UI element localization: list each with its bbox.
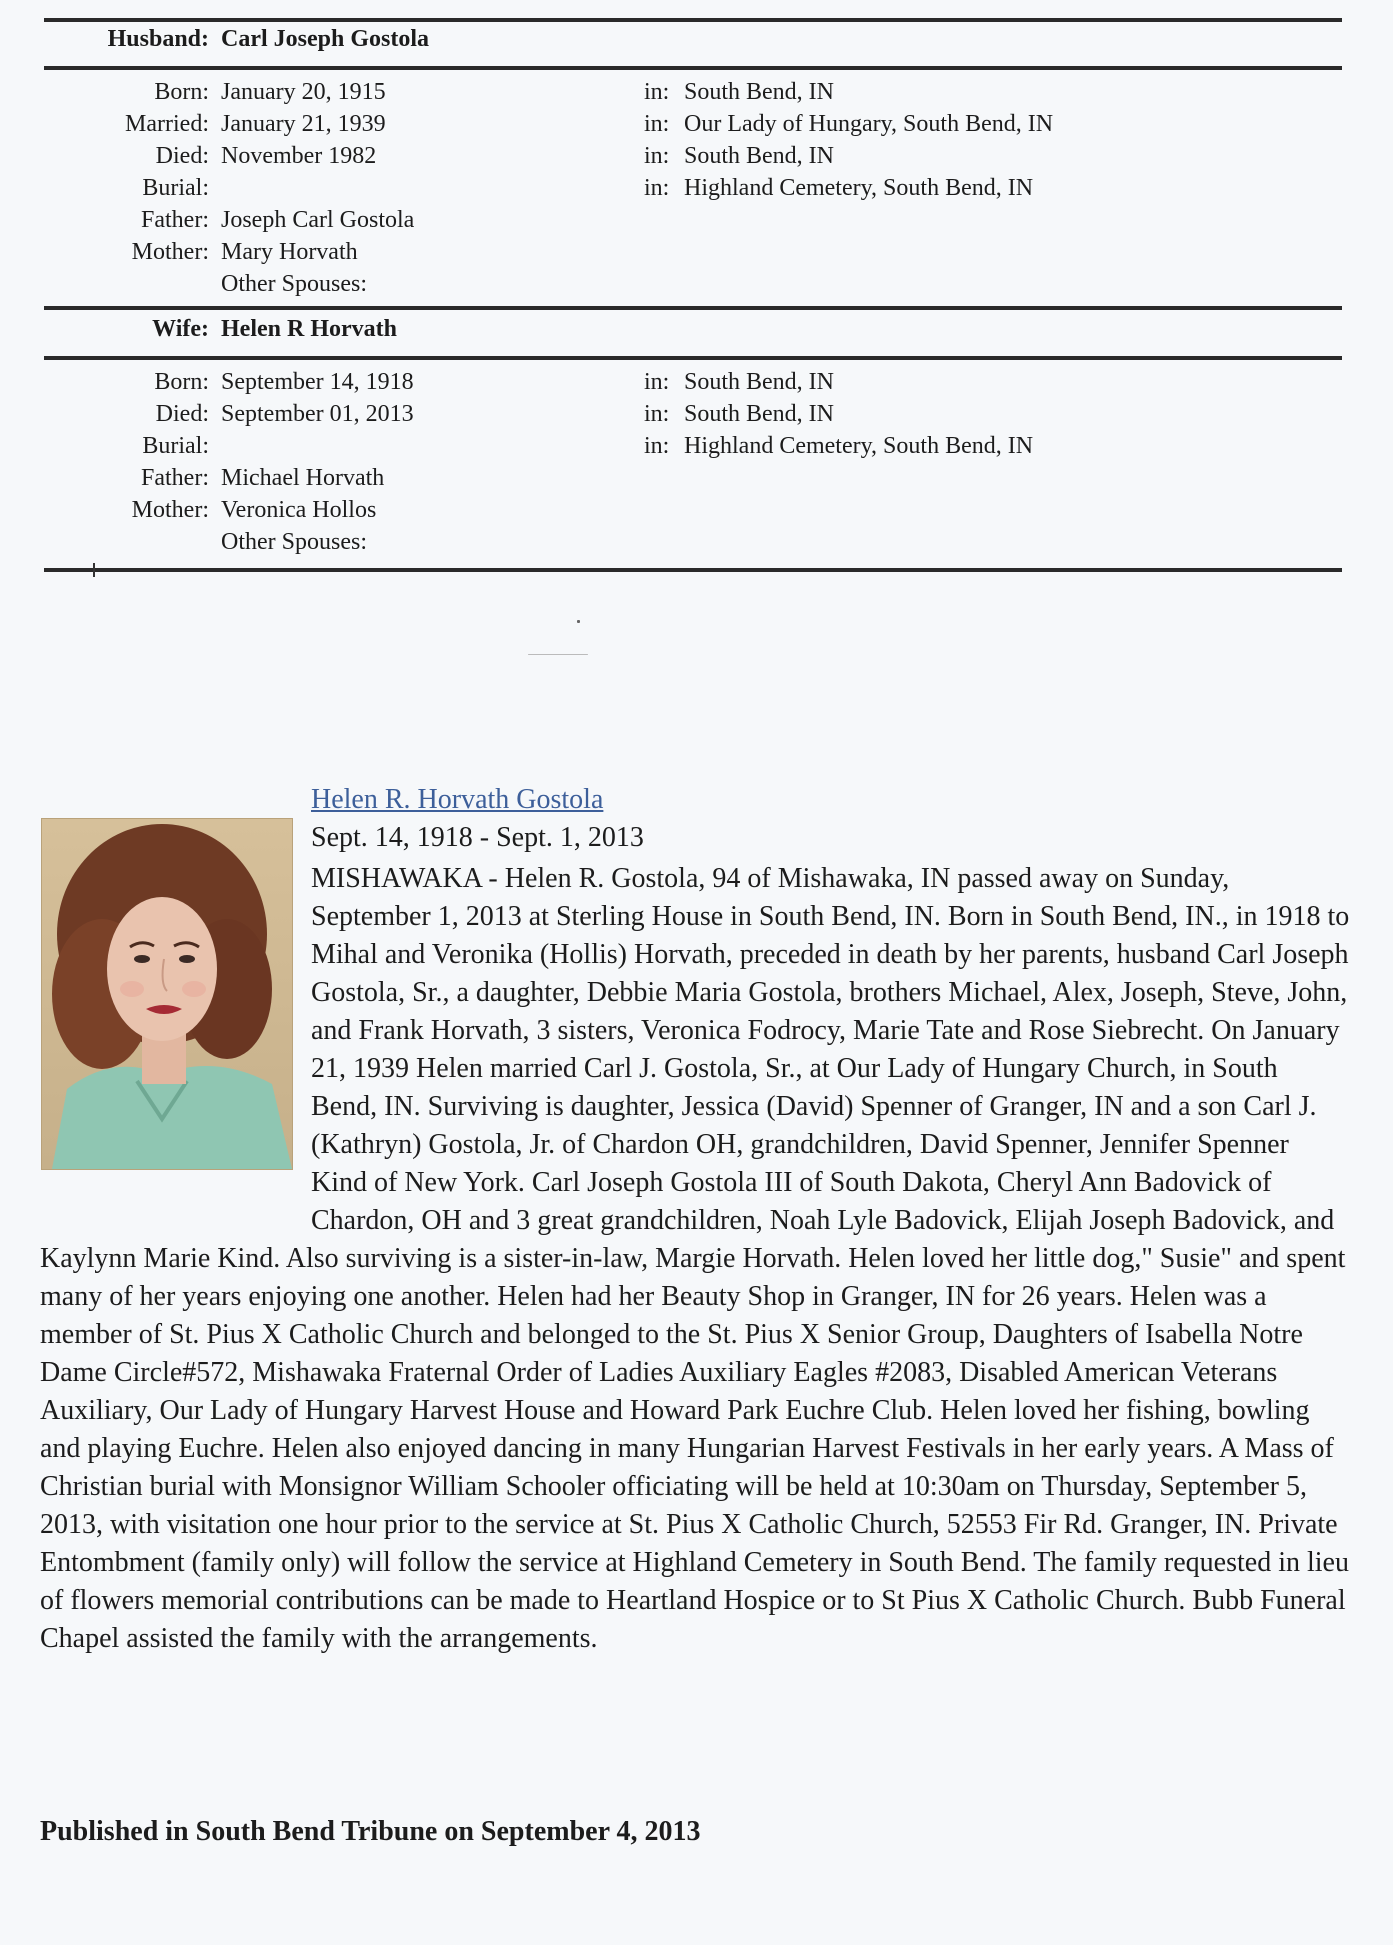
wife-details bbox=[44, 366, 1342, 558]
wife-header bbox=[44, 316, 1342, 346]
bottom-rule bbox=[44, 568, 1342, 572]
row-place: South Bend, IN bbox=[684, 143, 834, 169]
scan-tick-mark bbox=[93, 563, 95, 577]
husband-header bbox=[44, 26, 1342, 56]
husband-burial-row bbox=[44, 172, 1342, 204]
row-place: South Bend, IN bbox=[684, 369, 834, 395]
row-value: Michael Horvath bbox=[221, 465, 385, 491]
row-label: Married: bbox=[125, 111, 209, 137]
scan-speck bbox=[528, 654, 588, 655]
row-label: Died: bbox=[155, 401, 209, 427]
husband-name: Carl Joseph Gostola bbox=[221, 26, 430, 52]
wife-name: Helen R Horvath bbox=[221, 316, 397, 342]
obituary-dates: Sept. 14, 1918 - Sept. 1, 2013 bbox=[311, 822, 644, 853]
row-place: Our Lady of Hungary, South Bend, IN bbox=[684, 111, 1054, 137]
row-label: Mother: bbox=[131, 239, 209, 265]
row-place: South Bend, IN bbox=[684, 79, 834, 105]
row-label: Father: bbox=[141, 465, 209, 491]
in-label: in: bbox=[644, 401, 670, 427]
row-label: Died: bbox=[155, 143, 209, 169]
obituary-title-link[interactable]: Helen R. Horvath Gostola bbox=[311, 784, 604, 815]
in-label: in: bbox=[644, 143, 670, 169]
row-label: Born: bbox=[154, 79, 209, 105]
husband-mother-row bbox=[44, 236, 1342, 268]
wife-header-rule bbox=[44, 356, 1342, 360]
husband-role-label: Husband: bbox=[107, 26, 209, 52]
row-value: Veronica Hollos bbox=[221, 497, 377, 523]
row-label: Father: bbox=[141, 207, 209, 233]
in-label: in: bbox=[644, 369, 670, 395]
row-value: Mary Horvath bbox=[221, 239, 358, 265]
row-value: January 21, 1939 bbox=[221, 111, 386, 137]
row-label: Burial: bbox=[142, 175, 209, 201]
wife-died-row bbox=[44, 398, 1342, 430]
wife-role-label: Wife: bbox=[152, 316, 209, 342]
scan-speck bbox=[577, 620, 580, 623]
row-value: January 20, 1915 bbox=[221, 79, 386, 105]
row-label: Mother: bbox=[131, 497, 209, 523]
row-value: September 01, 2013 bbox=[221, 401, 414, 427]
wife-other-spouses-row bbox=[44, 526, 1342, 558]
in-label: in: bbox=[644, 79, 670, 105]
obituary-body bbox=[40, 860, 1350, 1658]
husband-other-spouses-row bbox=[44, 268, 1342, 300]
husband-died-row bbox=[44, 140, 1342, 172]
row-value: November 1982 bbox=[221, 143, 377, 169]
photo-spacer bbox=[40, 860, 311, 1240]
wife-top-rule bbox=[44, 306, 1342, 310]
row-value: Other Spouses: bbox=[221, 529, 367, 555]
row-value: Joseph Carl Gostola bbox=[221, 207, 415, 233]
row-label: Burial: bbox=[142, 433, 209, 459]
in-label: in: bbox=[644, 111, 670, 137]
obituary-text: MISHAWAKA - Helen R. Gostola, 94 of Mishawaka, IN passed away on Sunday, September 1, 2013 at Sterling House in South Bend, IN. Born in South Bend, IN., in 1918 to Mihal and Veronika (Hollis) Horvath, preceded in death by her parents, husband Carl Joseph Gostola, Sr., a daughter, Debbie Maria Gostola, brothers Michael, Alex, Joseph, Steve, John, and Frank Horvath, 3 sisters, Veronica Fodrocy, Marie Tate and Rose Siebrecht. On January 21, 1939 Helen married Carl J. Gostola, Sr., at Our Lady of Hungary Church, in South Bend, IN. Surviving is daughter, Jessica (David) Spenner of Granger, IN and a son Carl J. (Kathryn) Gostola, Jr. of Chardon OH, grandchildren, David Spenner, Jennifer Spenner Kind of New York. Carl Joseph Gostola III of South Dakota, Cheryl Ann Badovick of Chardon, OH and 3 great grandchildren, Noah Lyle Badovick, Elijah Joseph Badovick, and Kaylynn Marie Kind. Also surviving is a sister-in-law, Margie Horvath. Helen loved her little dog," Susie" and spent many of her years enjoying one another. Helen had her Beauty Shop in Granger, IN for 26 years. Helen was a member of St. Pius X Catholic Church and belonged to the St. Pius X Senior Group, Daughters of Isabella Notre Dame Circle#572, Mishawaka Fraternal Order of Ladies Auxiliary Eagles #2083, Disabled American Veterans Auxiliary, Our Lady of Hungary Harvest House and Howard Park Euchre Club. Helen loved her fishing, bowling and playing Euchre. Helen also enjoyed dancing in many Hungarian Harvest Festivals in her early years. A Mass of Christian burial with Monsignor William Schooler officiating will be held at 10:30am on Thursday, September 5, 2013, with visitation one hour prior to the service at St. Pius X Catholic Church, 52553 Fir Rd. Granger, IN. Private Entombment (family only) will follow the service at Highland Cemetery in South Bend. The family requested in lieu of flowers memorial contributions can be made to Heartland Hospice or to St Pius X Catholic Church. Bubb Funeral Chapel assisted the family with the arrangements. bbox=[40, 863, 1350, 1654]
row-place: South Bend, IN bbox=[684, 401, 834, 427]
wife-father-row bbox=[44, 462, 1342, 494]
husband-father-row bbox=[44, 204, 1342, 236]
wife-born-row bbox=[44, 366, 1342, 398]
husband-born-row bbox=[44, 76, 1342, 108]
row-label: Born: bbox=[154, 369, 209, 395]
in-label: in: bbox=[644, 175, 670, 201]
published-line: Published in South Bend Tribune on September 4, 2013 bbox=[40, 1816, 701, 1847]
row-value: Other Spouses: bbox=[221, 271, 367, 297]
row-place: Highland Cemetery, South Bend, IN bbox=[684, 175, 1034, 201]
row-value: September 14, 1918 bbox=[221, 369, 414, 395]
top-rule bbox=[44, 18, 1342, 22]
husband-header-rule bbox=[44, 66, 1342, 70]
wife-mother-row bbox=[44, 494, 1342, 526]
husband-married-row bbox=[44, 108, 1342, 140]
husband-details bbox=[44, 76, 1342, 300]
in-label: in: bbox=[644, 433, 670, 459]
row-place: Highland Cemetery, South Bend, IN bbox=[684, 433, 1034, 459]
wife-burial-row bbox=[44, 430, 1342, 462]
